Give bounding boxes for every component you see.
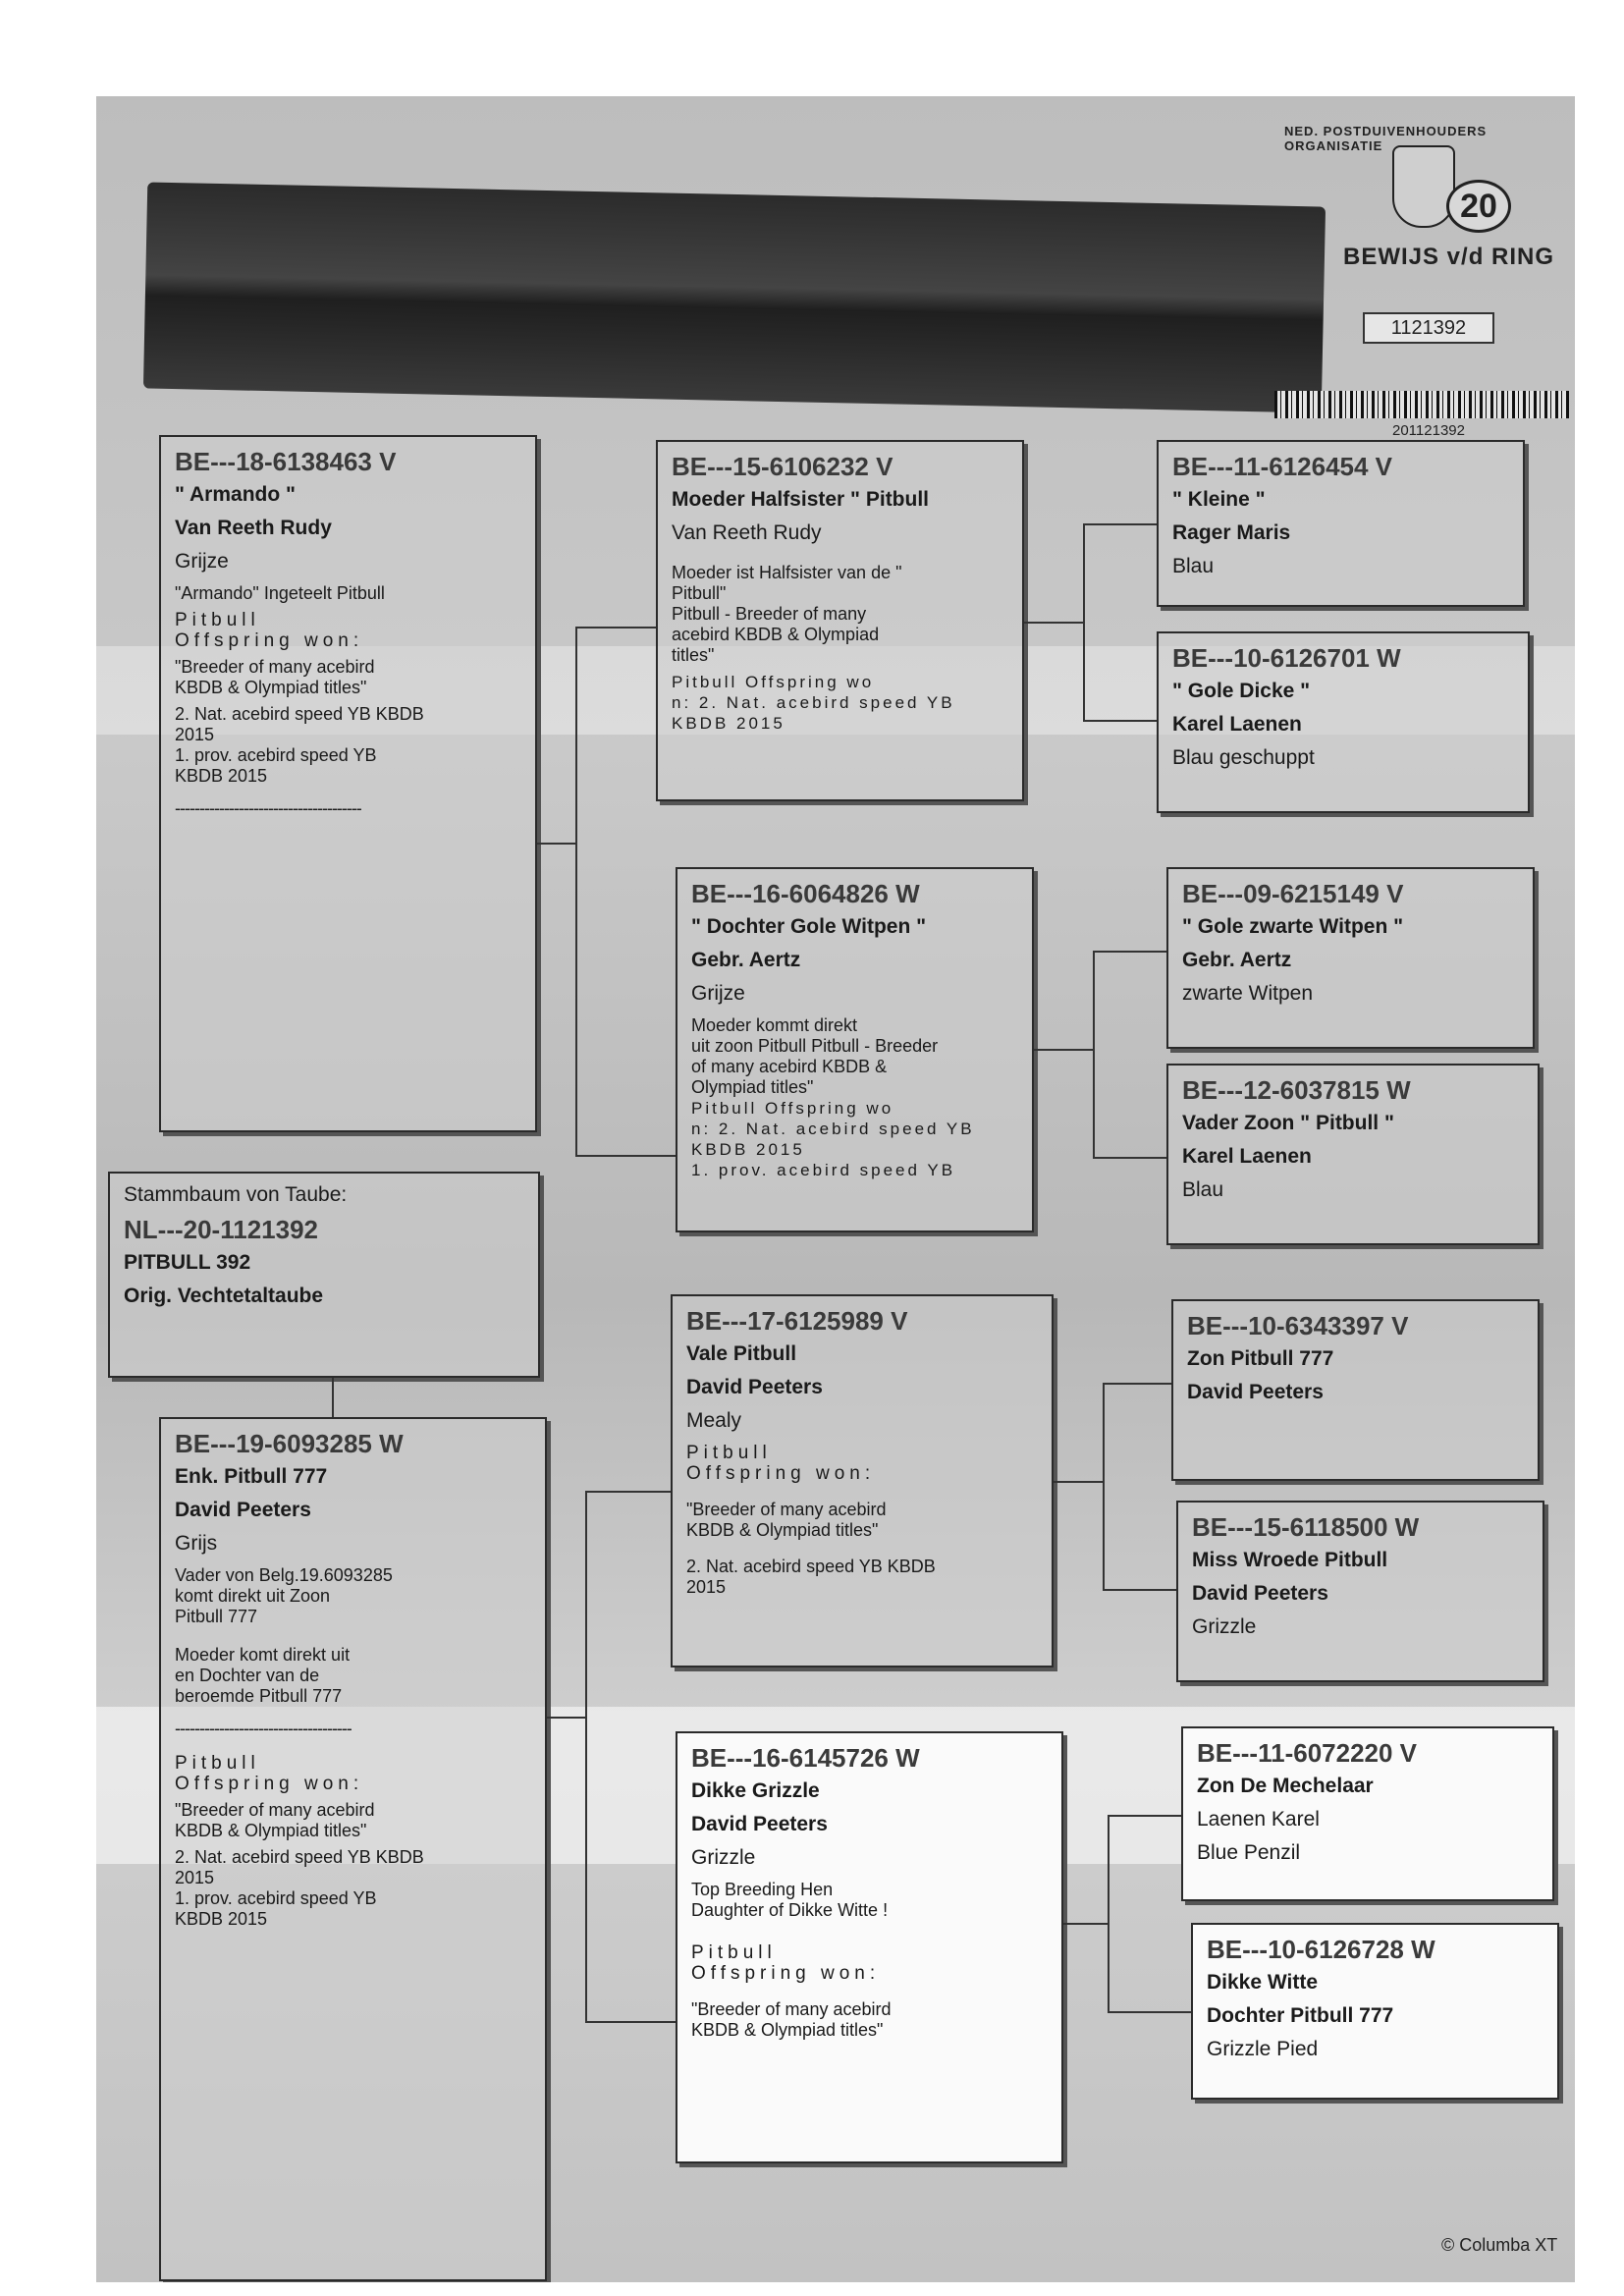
pigeon-name: Enk. Pitbull 777	[175, 1465, 328, 1488]
gen3-card	[1176, 1501, 1544, 1682]
note: Top Breeding Hen Daughter of Dikke Witte !	[691, 1880, 889, 1920]
pedigree-label: Stammbaum von Taube:	[124, 1183, 348, 1206]
certificate-ring-number: 1121392	[1363, 312, 1494, 344]
color: zwarte Witpen	[1182, 982, 1314, 1005]
pigeon-name: Dikke Grizzle	[691, 1779, 820, 1802]
connector-line	[1103, 1383, 1171, 1385]
pigeon-name: " Dochter Gole Witpen "	[691, 915, 927, 938]
color: Grijs	[175, 1532, 218, 1555]
connector-line	[1093, 951, 1166, 953]
pigeon-name: " Gole zwarte Witpen "	[1182, 915, 1404, 938]
ring-number: BE---11-6072220 V	[1197, 1738, 1418, 1768]
breeder: David Peeters	[175, 1499, 311, 1521]
connector-line	[1063, 1923, 1108, 1925]
connector-line	[1024, 622, 1083, 624]
connector-line	[585, 2021, 676, 2023]
connector-line	[1108, 1815, 1110, 2011]
pigeon-name: Zon Pitbull 777	[1187, 1347, 1334, 1370]
connector-line	[1083, 523, 1085, 720]
breeder: Gebr. Aertz	[1182, 949, 1292, 971]
subject-card	[108, 1172, 540, 1378]
connector-line	[1108, 2011, 1191, 2013]
certificate-year: 20	[1446, 180, 1511, 233]
breeder: Rager Maris	[1172, 521, 1291, 544]
connector-line	[1093, 951, 1095, 1157]
pigeon-name: " Armando "	[175, 483, 296, 506]
connector-line	[585, 1491, 587, 2021]
offspring-note: Pitbull Offspring wo n: 2. Nat. acebird speed YB KBDB 2015 1. prov. acebird speed YB	[691, 1099, 975, 1179]
ring-number: BE---12-6037815 W	[1182, 1075, 1411, 1105]
breeder: Gebr. Aertz	[691, 949, 801, 971]
connector-line	[332, 1378, 334, 1417]
note: "Breeder of many acebird KBDB & Olympiad titles"	[175, 657, 375, 697]
ring-number: BE---16-6145726 W	[691, 1743, 920, 1773]
connector-line	[575, 627, 656, 629]
redaction-tape	[143, 182, 1326, 412]
pigeon-name: " Kleine "	[1172, 488, 1266, 511]
connector-line	[1054, 1481, 1103, 1483]
breeder: David Peeters	[1187, 1381, 1324, 1403]
pigeon-name: Zon De Mechelaar	[1197, 1775, 1374, 1797]
ring-number: BE---15-6118500 W	[1192, 1512, 1420, 1542]
offspring-heading: Pitbull Offspring won:	[175, 1753, 364, 1794]
color: Grijze	[691, 982, 745, 1005]
gen3-card	[1157, 440, 1525, 607]
color: Grijze	[175, 550, 229, 573]
divider-line: ------------------------------------	[175, 1719, 352, 1738]
crest-logo	[1392, 145, 1455, 228]
ring-number: BE---19-6093285 W	[175, 1429, 404, 1458]
pigeon-name: PITBULL 392	[124, 1251, 251, 1274]
note: "Breeder of many acebird KBDB & Olympiad titles"	[686, 1500, 887, 1540]
pigeon-name: Miss Wroede Pitbull	[1192, 1549, 1388, 1571]
color: Mealy	[686, 1409, 742, 1432]
note: Vader von Belg.19.6093285 komt direkt uit Zoon Pitbull 777	[175, 1565, 393, 1626]
ring-number: BE---11-6126454 V	[1172, 452, 1393, 481]
ring-number: BE---10-6126728 W	[1207, 1935, 1435, 1964]
connector-line	[575, 627, 577, 1157]
dam-sire-card	[671, 1294, 1054, 1667]
breeder: Van Reeth Rudy	[175, 517, 332, 539]
breeder: David Peeters	[691, 1813, 828, 1835]
color: Grizzle	[1192, 1615, 1257, 1638]
breeder: Karel Laenen	[1172, 713, 1302, 736]
gen3-card	[1191, 1923, 1559, 2100]
ring-certificate	[1225, 106, 1569, 439]
sire-sire-card	[656, 440, 1024, 801]
results: 2. Nat. acebird speed YB KBDB 2015 1. prov. acebird speed YB KBDB 2015	[175, 704, 424, 786]
connector-line	[1103, 1383, 1105, 1589]
pigeon-name: Moeder Halfsister " Pitbull	[672, 488, 930, 511]
dam-dam-card	[676, 1731, 1063, 2163]
barcode-number: 201121392	[1392, 422, 1465, 439]
ring-number: BE---09-6215149 V	[1182, 879, 1404, 908]
certificate-title: BEWIJS v/d RING	[1343, 244, 1555, 270]
divider-line: --------------------------------------	[175, 798, 361, 818]
connector-line	[537, 843, 576, 845]
breeder: Karel Laenen	[1182, 1145, 1312, 1168]
offspring-note: Pitbull Offspring wo n: 2. Nat. acebird speed YB KBDB 2015	[672, 673, 955, 733]
color: Blau	[1172, 555, 1215, 577]
note: "Armando" Ingeteelt Pitbull	[175, 583, 385, 603]
sire-card	[159, 435, 537, 1132]
ring-number: NL---20-1121392	[124, 1215, 318, 1244]
connector-line	[585, 1491, 671, 1493]
ring-number: BE---15-6106232 V	[672, 452, 893, 481]
breeder: David Peeters	[686, 1376, 823, 1398]
connector-line	[1108, 1815, 1181, 1817]
color: Grizzle Pied	[1207, 2038, 1319, 2060]
ring-number: BE---16-6064826 W	[691, 879, 920, 908]
pigeon-name: " Gole Dicke "	[1172, 680, 1311, 702]
results: 2. Nat. acebird speed YB KBDB 2015 1. prov. acebird speed YB KBDB 2015	[175, 1847, 424, 1929]
note: Moeder komt direkt uit en Dochter van de beroemde Pitbull 777	[175, 1645, 351, 1706]
note: Moeder kommt direkt uit zoon Pitbull Pitbull - Breeder of many acebird KBDB & Olympiad titles"	[691, 1015, 939, 1097]
connector-line	[1093, 1157, 1166, 1159]
color: Grizzle	[691, 1846, 756, 1869]
connector-line	[1034, 1049, 1093, 1051]
note: "Breeder of many acebird KBDB & Olympiad titles"	[691, 1999, 892, 2040]
color: Blue Penzil	[1197, 1841, 1301, 1864]
sire-dam-card	[676, 867, 1034, 1232]
gen3-card	[1157, 631, 1530, 813]
dam-card	[159, 1417, 547, 2281]
pigeon-name: Vader Zoon " Pitbull "	[1182, 1112, 1394, 1134]
breed: Orig. Vechtetaltaube	[124, 1285, 324, 1307]
gen3-card	[1181, 1726, 1554, 1901]
color: Blau	[1182, 1178, 1224, 1201]
breeder: Van Reeth Rudy	[672, 521, 822, 544]
ring-number: BE---18-6138463 V	[175, 447, 397, 476]
offspring-heading: Pitbull Offspring won:	[686, 1443, 876, 1484]
pigeon-name: Dikke Witte	[1207, 1971, 1319, 1994]
ring-number: BE---10-6126701 W	[1172, 643, 1401, 673]
ring-number: BE---17-6125989 V	[686, 1306, 908, 1336]
breeder: Dochter Pitbull 777	[1207, 2004, 1394, 2027]
connector-line	[575, 1155, 676, 1157]
note: "Breeder of many acebird KBDB & Olympiad titles"	[175, 1800, 375, 1840]
copyright: © Columba XT	[1441, 2235, 1558, 2255]
connector-line	[1083, 523, 1157, 525]
offspring-heading: Pitbull Offspring won:	[175, 610, 364, 651]
connector-line	[1103, 1589, 1176, 1591]
breeder: David Peeters	[1192, 1582, 1328, 1605]
gen3-card	[1171, 1299, 1540, 1481]
results: 2. Nat. acebird speed YB KBDB 2015	[686, 1557, 936, 1597]
offspring-heading: Pitbull Offspring won:	[691, 1942, 881, 1984]
breeder: Laenen Karel	[1197, 1808, 1320, 1831]
color: Blau geschuppt	[1172, 746, 1315, 769]
note: Moeder ist Halfsister van de " Pitbull" Pitbull - Breeder of many acebird KBDB & Olympiad titles"	[672, 563, 902, 665]
photocopied-pedigree-sheet	[96, 96, 1575, 2282]
certificate-org: NED. POSTDUIVENHOUDERS ORGANISATIE	[1284, 124, 1488, 153]
pigeon-name: Vale Pitbull	[686, 1342, 797, 1365]
gen3-card	[1166, 867, 1535, 1049]
ring-number: BE---10-6343397 V	[1187, 1311, 1409, 1340]
barcode	[1274, 391, 1569, 418]
connector-line	[547, 1717, 586, 1719]
gen3-card	[1166, 1064, 1540, 1245]
connector-line	[1083, 720, 1157, 722]
